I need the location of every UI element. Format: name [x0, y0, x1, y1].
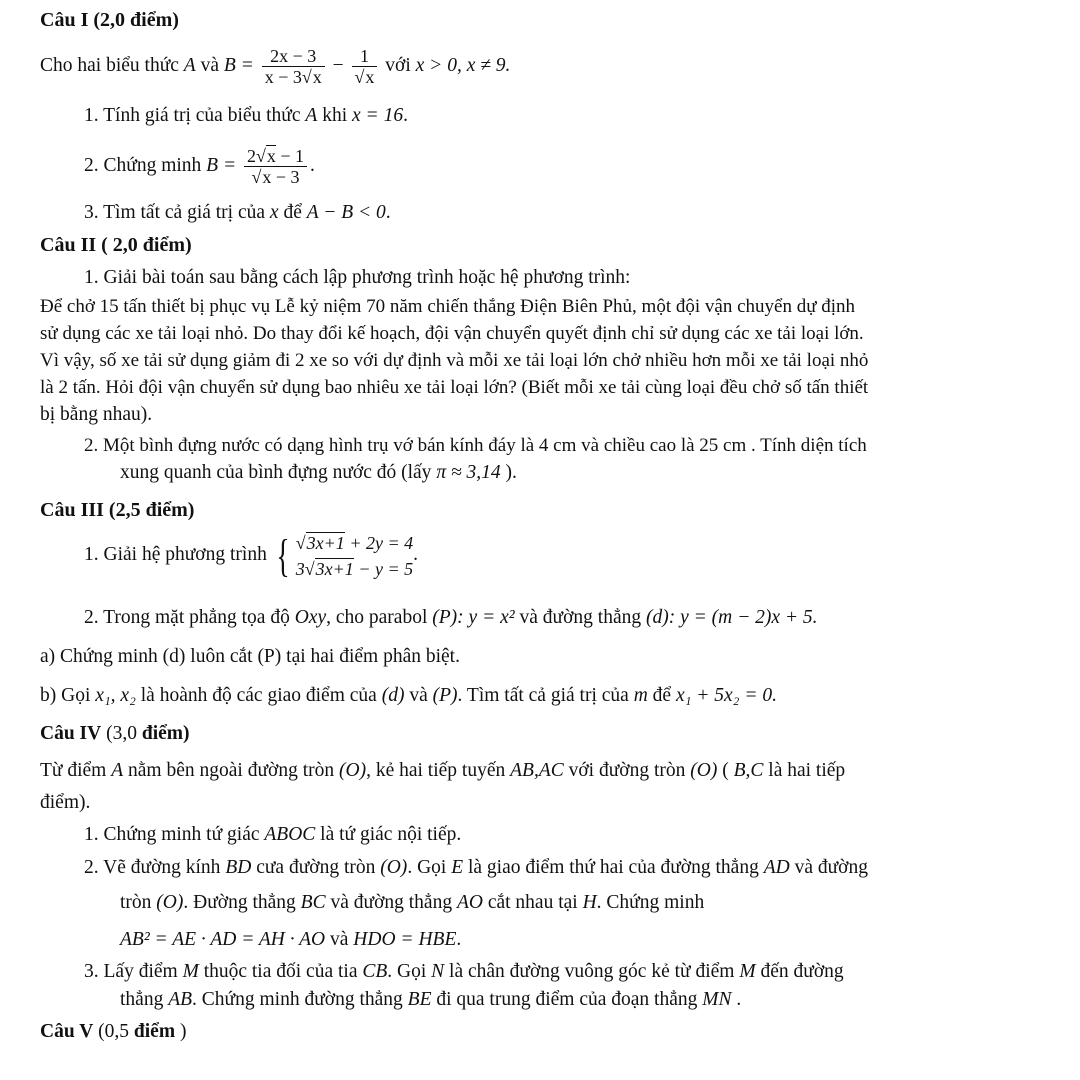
- q4-item-2-line-1: 2. Vẽ đường kính BD cưa đường tròn (O). Gọi E là giao điểm thứ hai của đường thẳng AD và đường: [84, 857, 868, 878]
- q4-intro-line-2: điểm).: [40, 792, 91, 813]
- q2-para-line-4: là 2 tấn. Hỏi đội vận chuyển sử dụng bao nhiêu xe tải loại lớn? (Biết mỗi xe tải cùng loại đều chở số tấn thiết: [40, 377, 869, 398]
- q2-para-line-3: Vì vậy, số xe tải sử dụng giảm đi 2 xe so với dự định và mỗi xe tải loại lớn chở nhiều hơn mỗi xe tải loại nhỏ: [40, 350, 869, 371]
- q2-item-2-line-1: 2. Một bình đựng nước có dạng hình trụ vớ bán kính đáy là 4 cm và chiều cao là 25 cm . Tính diện tích: [84, 435, 867, 456]
- equation-system: √3x+1 + 2y = 4 3√3x+1 − y = 5: [295, 532, 414, 579]
- q4-item-2-line-2: tròn (O). Đường thẳng BC và đường thẳng AO cắt nhau tại H. Chứng minh: [120, 892, 705, 913]
- q3-part-a: a) Chứng minh (d) luôn cắt (P) tại hai điểm phân biệt.: [40, 646, 460, 667]
- b-simplified-fraction: $\frac{2√x - 1}{√x - 3}$: [244, 146, 307, 187]
- q3-part-b: b) Gọi x₁, x₂ là hoành độ các giao điểm của (d) và (P). Tìm tất cả giá trị của m để x₁ + 5x₂ = 0.: [40, 685, 777, 706]
- q2-para-line-1: Để chở 15 tấn thiết bị phục vụ Lễ kỷ niệm 70 năm chiến thắng Điện Biên Phủ, một đội vận chuyển dự định: [40, 296, 856, 317]
- q3-item-1: 1. Giải hệ phương trình {√3x+1 + 2y = 4 3√3x+1 − y = 5.: [84, 529, 418, 581]
- q4-item-1: 1. Chứng minh tứ giác ABOC là tứ giác nội tiếp.: [84, 824, 462, 845]
- q4-item-2-line-3: AB² = AE · AD = AH · AO và HDO = HBE.: [120, 929, 462, 950]
- b-fraction-1: $\frac{2x - 3}{x - 3√x}$: [262, 46, 325, 87]
- q4-heading: Câu IV (3,0 điểm): [40, 723, 190, 744]
- q1-item-3: 3. Tìm tất cả giá trị của x để A − B < 0.: [84, 202, 391, 223]
- q2-item-1: 1. Giải bài toán sau bằng cách lập phương trình hoặc hệ phương trình:: [84, 267, 631, 288]
- q2-item-2-line-2: xung quanh của bình đựng nước đó (lấy π ≈ 3,14 ).: [120, 462, 517, 483]
- q2-heading: Câu II ( 2,0 điểm): [40, 234, 192, 256]
- q1-intro: Cho hai biểu thức A và B = $\frac{2x - 3}{x - 3√x}$ − $\frac{1}{√x}$ với x > 0, x ≠ 9.: [40, 46, 511, 87]
- q3-heading: Câu III (2,5 điểm): [40, 499, 195, 521]
- b-fraction-2: $\frac{1}{√x}$: [352, 46, 378, 87]
- q1-heading: Câu I (2,0 điểm): [40, 9, 179, 31]
- q4-intro-line-1: Từ điểm A nằm bên ngoài đường tròn (O), kẻ hai tiếp tuyến AB,AC với đường tròn (O) ( B,C là hai tiếp: [40, 760, 846, 781]
- q5-heading: Câu V (0,5 điểm ): [40, 1021, 187, 1042]
- q2-para-line-5: bị bằng nhau).: [40, 404, 153, 425]
- q2-para-line-2: sử dụng các xe tải loại nhỏ. Do thay đổi kế hoạch, đội vận chuyển quyết định chỉ sử dụng các xe tải loại lớn.: [40, 323, 864, 344]
- q4-item-3-line-2: thẳng AB. Chứng minh đường thẳng BE đi qua trung điểm của đoạn thẳng MN .: [120, 989, 742, 1010]
- system-brace: {: [276, 529, 290, 581]
- q3-item-2: 2. Trong mặt phẳng tọa độ Oxy, cho parabol (P): y = x² và đường thẳng (d): y = (m − 2)x + 5.: [84, 607, 818, 628]
- q1-item-2: 2. Chứng minh B = $\frac{2√x - 1}{√x - 3}$ .: [84, 146, 315, 187]
- q1-item-1: 1. Tính giá trị của biểu thức A khi x = 16.: [84, 105, 408, 126]
- q4-item-3-line-1: 3. Lấy điểm M thuộc tia đối của tia CB. Gọi N là chân đường vuông góc kẻ từ điểm M đến đường: [84, 961, 844, 982]
